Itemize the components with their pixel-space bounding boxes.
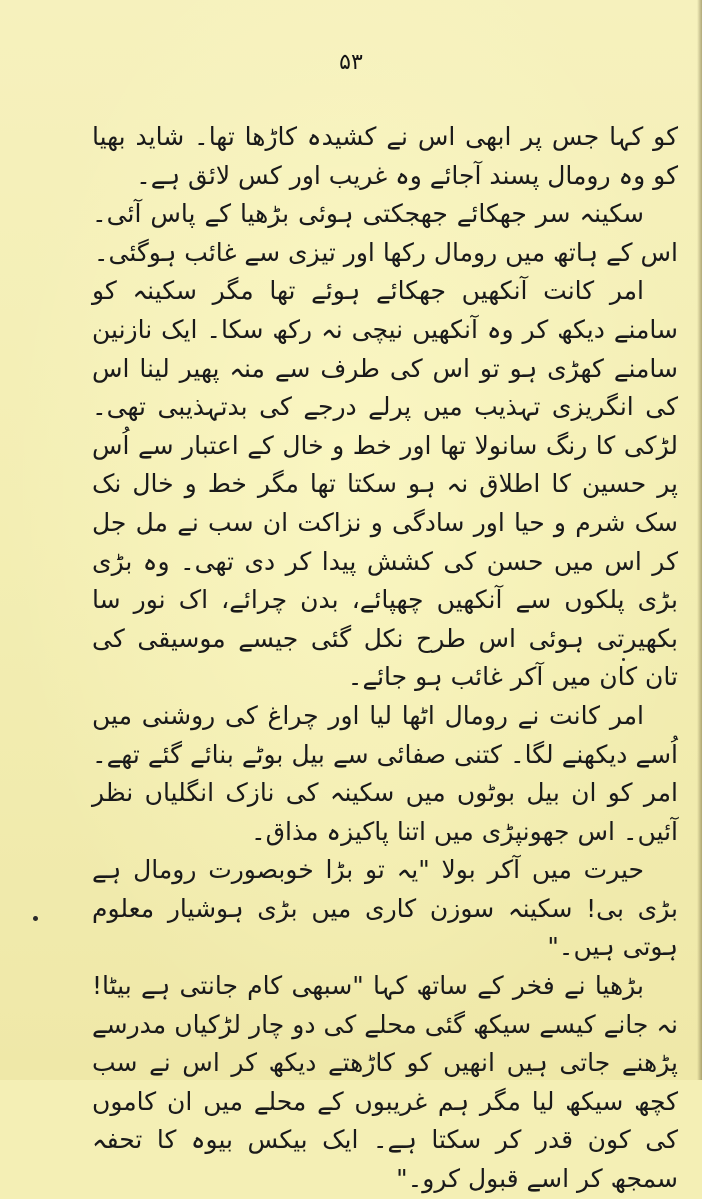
page-body-text xyxy=(92,118,678,1199)
page-edge-shadow xyxy=(697,0,702,1080)
page-number: ۵۳ xyxy=(339,50,363,75)
ink-speck xyxy=(622,658,625,661)
paragraph: امر کانت آنکھیں جھکائے ہوئے تھا مگر سکینہ کو سامنے دیکھ کر وہ آنکھیں نیچی نہ رکھ سکا۔ ایک نازنین سامنے کھڑی ہو تو اس کی طرف سے منہ پھیر لینا اس کی انگریزی تہذیب میں پرلے درجے کی بدتہذیبی تھی۔ لڑکی کا رنگ سانولا تھا اور خط و خال کے اعتبار سے اُس پر حسین کا اطلاق نہ ہو سکتا تھا مگر خط و خال نک سک شرم و حیا اور سادگی و نزاکت ان سب نے مل جل کر اس میں حسن کی کشش پیدا کر دی تھی۔ وہ بڑی بڑی پلکوں سے آنکھیں چھپائے، بدن چرائے، اک نور سا بکھیرتی ہوئی اس طرح نکل گئی جیسے موسیقی کی تان کان میں آکر غائب ہو جائے۔ xyxy=(92,276,678,692)
paragraph: امر کانت نے رومال اٹھا لیا اور چراغ کی روشنی میں اُسے دیکھنے لگا۔ کتنی صفائی سے بیل بوٹے بنائے گئے تھے۔ امر کو ان بیل بوٹوں میں سکینہ کی نازک انگلیاں نظر آئیں۔ اس جھونپڑی میں اتنا پاکیزہ مذاق۔ xyxy=(92,700,678,846)
ink-speck xyxy=(33,916,38,921)
paragraph: کو کہا جس پر ابھی اس نے کشیدہ کاڑھا تھا۔ شاید بھیا کو وہ رومال پسند آجائے وہ غریب اور کس لائق ہے۔ xyxy=(92,122,678,190)
paragraph: بڑھیا نے فخر کے ساتھ کہا "سبھی کام جانتی ہے بیٹا! نہ جانے کیسے سیکھ گئی محلے کی دو چار لڑکیاں مدرسے پڑھنے جاتی ہیں انھیں کو کاڑھتے دیکھ کر اس نے سب کچھ سیکھ لیا مگر ہم غریبوں کے محلے میں ان کاموں کی کون قدر کر سکتا ہے۔ ایک بیکس بیوہ کا تحفہ سمجھ کر اسے قبول کرو۔" xyxy=(92,971,678,1194)
paragraph: سکینہ سر جھکائے جھجکتی ہوئی بڑھیا کے پاس آئی۔ اس کے ہاتھ میں رومال رکھا اور تیزی سے غائب ہوگئی۔ xyxy=(92,199,678,267)
paragraph: حیرت میں آکر بولا "یہ تو بڑا خوبصورت رومال ہے بڑی بی! سکینہ سوزن کاری میں بڑی ہوشیار معلوم ہوتی ہیں۔" xyxy=(92,855,678,962)
